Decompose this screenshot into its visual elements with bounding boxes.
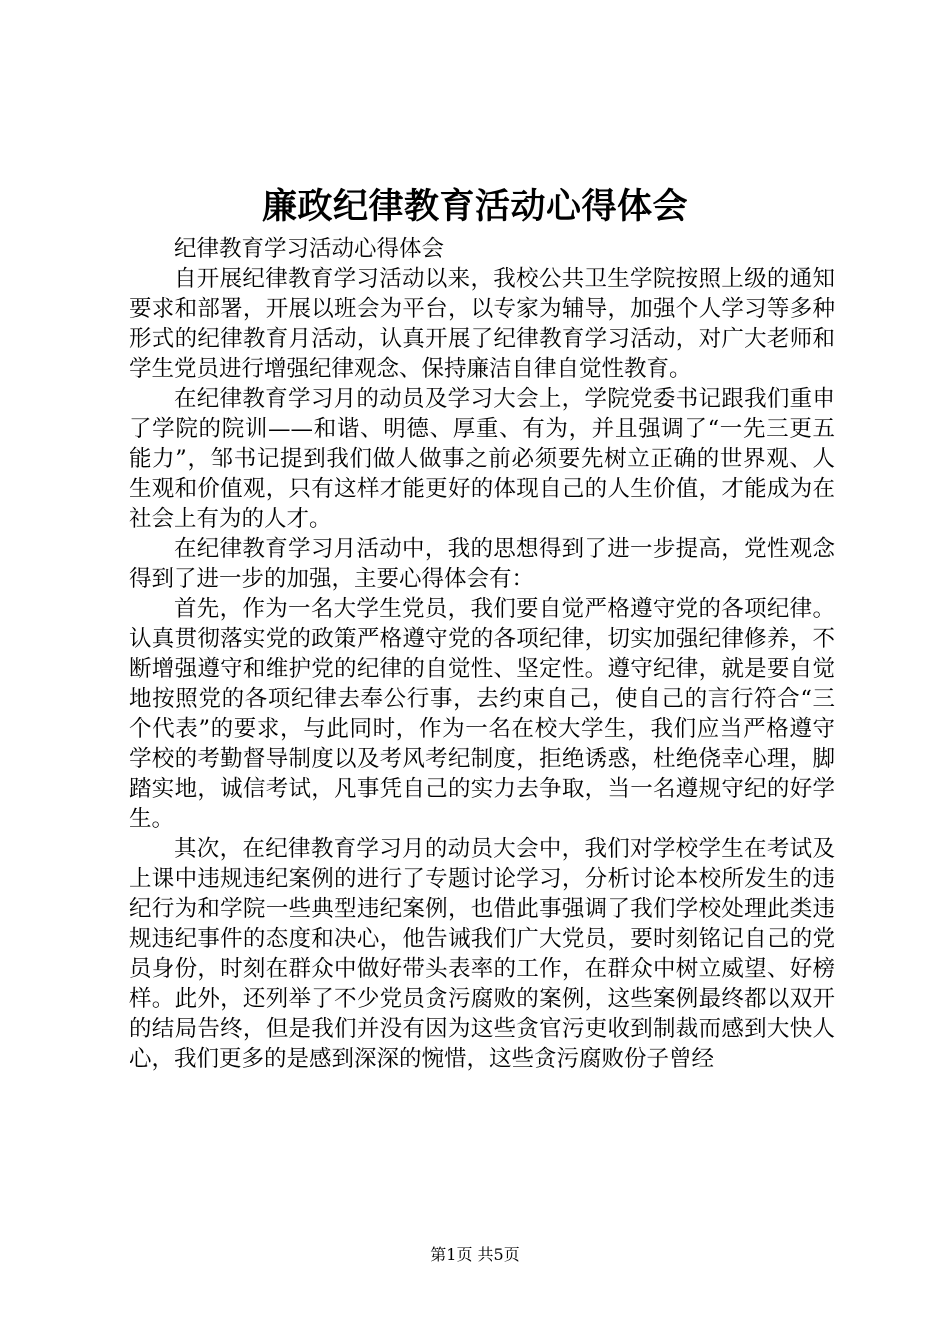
- page-number-footer: 第1页 共5页: [430, 1245, 520, 1264]
- paragraph-3: 在纪律教育学习月活动中，我的思想得到了进一步提高，党性观念得到了进一步的加强，主要心得体会有：: [129, 536, 835, 592]
- paragraph-4: 首先，作为一名大学生党员，我们要自觉严格遵守党的各项纪律。认真贯彻落实党的政策严格遵守党的各项纪律，切实加强纪律修养，不断增强遵守和维护党的纪律的自觉性、坚定性。遵守纪律，就是要自觉地按照党的各项纪律去奉公行事，去约束自己，使自己的言行符合“三个代表”的要求，与此同时，作为一名在校大学生，我们应当严格遵守学校的考勤督导制度以及考风考纪制度，拒绝诱惑，杜绝侥幸心理，脚踏实地，诚信考试，凡事凭自己的实力去争取，当一名遵规守纪的好学生。: [129, 596, 835, 832]
- paragraph-5: 其次，在纪律教育学习月的动员大会中，我们对学校学生在考试及上课中违规违纪案例的进行了专题讨论学习，分析讨论本校所发生的违纪行为和学院一些典型违纪案例，也借此事强调了我们学校处理此类违规违纪事件的态度和决心，他告诫我们广大党员，要时刻铭记自己的党员身份，时刻在群众中做好带头表率的工作，在群众中树立威望、好榜样。此外，还列举了不少党员贪污腐败的案例，这些案例最终都以双开的结局告终，但是我们并没有因为这些贪官污吏收到制裁而感到大快人心，我们更多的是感到深深的惋惜，这些贪污腐败份子曾经: [129, 836, 835, 1072]
- page-title: 廉政纪律教育活动心得体会: [261, 186, 688, 227]
- subtitle: 纪律教育学习活动心得体会: [174, 236, 445, 262]
- paragraph-2: 在纪律教育学习月的动员及学习大会上，学院党委书记跟我们重申了学院的院训——和谐、明德、厚重、有为，并且强调了“一先三更五能力”，邹书记提到我们做人做事之前必须要先树立正确的世界观、人生观和价值观，只有这样才能更好的体现自己的人生价值，才能成为在社会上有为的人才。: [129, 386, 835, 532]
- paragraph-1: 自开展纪律教育学习活动以来，我校公共卫生学院按照上级的通知要求和部署，开展以班会为平台，以专家为辅导，加强个人学习等多种形式的纪律教育月活动，认真开展了纪律教育学习活动，对广大老师和学生党员进行增强纪律观念、保持廉洁自律自觉性教育。: [129, 266, 835, 382]
- document-body: [129, 234, 835, 1074]
